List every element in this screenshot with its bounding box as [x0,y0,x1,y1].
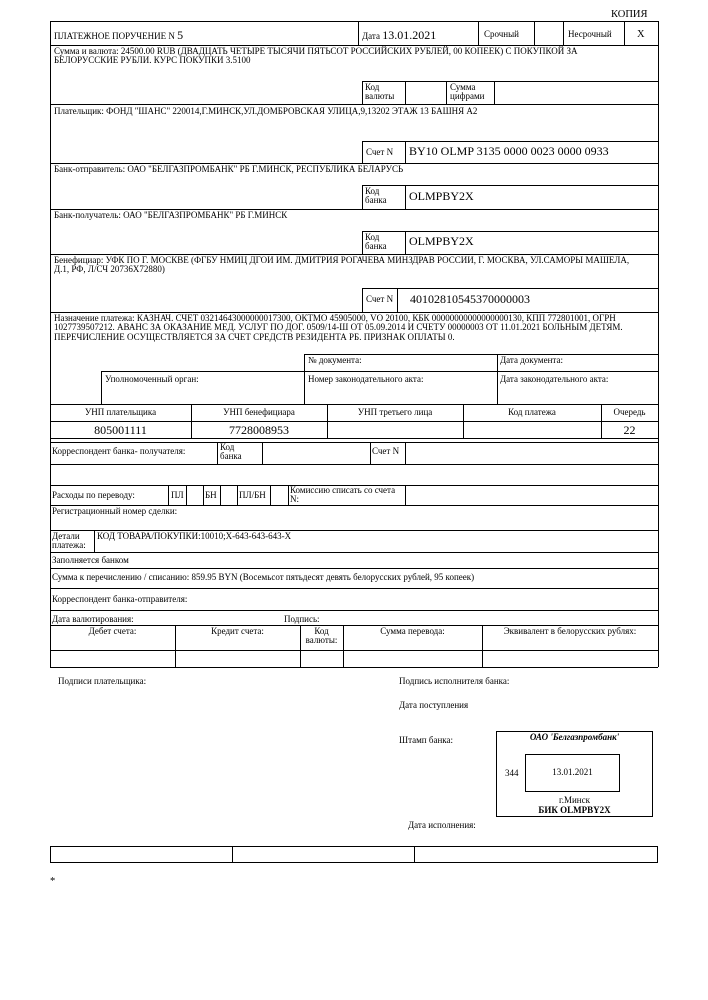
bank-stamp-label: Штамп банка: [399,735,453,745]
debit-account-label: Дебет счета: [88,626,137,636]
unp-third-label: УНП третьего лица [357,407,433,417]
currency-code-label: Код валюты [365,82,395,102]
authority-label: Уполномоченный орган: [105,374,199,384]
document-date: 13.01.2021 [382,28,437,42]
act-date-label: Дата законодательного акта: [500,374,609,384]
beneficiary-account: 40102810545370000003 [410,292,530,306]
correspondent-label: Корреспондент банка- получателя: [52,446,186,456]
unp-payer-value: 805001111 [94,423,147,437]
receipt-date-label: Дата поступления [399,700,469,710]
payer-signatures-label: Подписи плательщика: [58,676,147,686]
expense-pl-option: ПЛ [171,490,184,500]
bottom-strip [50,846,658,863]
amount-text: Сумма и валюта: 24500.00 RUB (ДВАДЦАТЬ ЧЕТЫРЕ ТЫСЯЧИ ПЯТЬСОТ РОССИЙСКИХ РУБЛЕЙ, 00 КОПЕЕК) С ПОКУПКОЙ ЗА БЕЛОРУССКИЕ РУБЛИ. КУРС ПОКУПКИ 3.5100 [54,46,578,66]
beneficiary-account-label: Счет N [366,294,394,304]
stamp-date-box [525,754,620,792]
sender-bank-code-label: Код банка [365,186,387,206]
beneficiary-text: Бенефициар: УФК ПО Г. МОСКВЕ (ФГБУ НМИЦ ДГОИ ИМ. ДМИТРИЯ РОГАЧЕВА МИНЗДРАВ РОССИИ, Г. МОСКВА, УЛ.САМОРЫ МАШЕЛА, Д.1, РФ, Л/СЧ 20736Х72880) [54,255,630,275]
details-value: КОД ТОВАРА/ПОКУПКИ:10010;Х-643-643-643-Х [97,531,292,541]
equivalent-label: Эквивалент в белорусских рублях: [503,626,637,636]
correspondent-account-label: Счет N [372,446,400,456]
queue-label: Очередь [613,407,646,417]
executor-signature-label: Подпись исполнителя банка: [399,676,510,686]
stamp-city: г.Минск [559,795,590,805]
stamp-date: 13.01.2021 [552,767,593,777]
bank-filled-label: Заполняется банком [52,555,129,565]
value-date-label: Дата валютирования: [52,614,134,624]
sum-digits-label: Сумма цифрами [450,82,485,102]
receiver-bank-text: Банк-получатель: ОАО "БЕЛГАЗПРОМБАНК" РБ Г.МИНСК [54,210,288,220]
sender-bank-code: OLMPBY2X [409,189,474,203]
stamp-bic: БИК OLMPBY2X [538,805,611,815]
expenses-label: Расходы по переводу: [52,490,135,500]
unp-beneficiary-label: УНП бенефициара [223,407,295,417]
expense-plbn-option: ПЛ/БН [239,490,266,500]
document-title: ПЛАТЕЖНОЕ ПОРУЧЕНИЕ N 5 [54,28,184,42]
expense-bn-option: БН [205,490,217,500]
signature-label: Подпись: [284,614,320,624]
sender-correspondent-label: Корреспондент банка-отправителя: [52,594,188,604]
correspondent-code-label: Код банка [220,442,242,462]
payer-account-label: Счет N [366,147,394,157]
payer-text: Плательщик: ФОНД "ШАНС" 220014,Г.МИНСК,УЛ.ДОМБРОВСКАЯ УЛИЦА,9,13202 ЭТАЖ 13 БАШНЯ А2 [54,106,478,116]
unp-payer-label: УНП плательщика [84,407,157,417]
payment-code-label: Код платежа [508,407,556,417]
stamp-bank-name: ОАО 'Белгазпромбанк' [529,732,620,742]
payer-account: BY10 OLMP 3135 0000 0023 0000 0933 [409,144,609,158]
bank-stamp [496,731,653,817]
unp-beneficiary-value: 7728008953 [229,423,289,437]
doc-date-label: Дата документа: [500,355,563,365]
ledger-currency-label: Код валюты: [305,626,338,646]
details-label: Детали платежа: [52,531,86,551]
document-number: 5 [177,28,184,42]
stamp-branch-code: 344 [505,768,519,778]
copy-label: КОПИЯ [611,9,648,20]
sender-bank-text: Банк-отправитель: ОАО "БЕЛГАЗПРОМБАНК" РБ Г.МИНСК, РЕСПУБЛИКА БЕЛАРУСЬ [54,164,404,174]
receiver-bank-code-label: Код банка [365,232,387,252]
queue-value: 22 [623,423,636,437]
transfer-amount-label: Сумма перевода: [380,626,445,636]
doc-number-label: № документа: [308,355,362,365]
receiver-bank-code: OLMPBY2X [409,234,474,248]
non-urgent-label: Несрочный [568,29,612,39]
urgent-label: Срочный [484,29,519,39]
non-urgent-checkbox: X [637,29,645,40]
date-field: Дата 13.01.2021 [362,28,437,42]
execution-date-label: Дата исполнения: [408,820,476,830]
act-number-label: Номер законодательного акта: [308,374,424,384]
footnote-mark: * [50,876,56,887]
purpose-text: Назначение платежа: КАЗНАЧ. СЧЕТ 03214643000000017300, ОКТМО 45905000, VO 20100, КБК 00000000000000000130, КПП 772801001, ОГРН 1027739507212. АВАНС ЗА ОКАЗАНИЕ МЕД. УСЛУГ ПО ДОГ. 0509/14-Ш ОТ 05.09.2014 И СЧЕТУ 00000003 ОТ 11.01.2021 БОЛЬНЫМ ДЕТЯМ. ПЕРЕЧИСЛЕНИЕ ОСУЩЕСТВЛЯЕТСЯ ЗА СЧЕТ СРЕДСТВ РЕЗИДЕНТА РБ. ПРИЗНАК ОПЛАТЫ 0. [54,313,623,342]
commission-label: Комиссию списать со счета N: [290,485,396,505]
registration-number-label: Регистрационный номер сделки: [52,506,178,516]
transfer-sum-text: Сумма к перечислению / списанию: 859.95 BYN (Восемьсот пятьдесят девять белорусских рублей, 95 копеек) [52,572,475,582]
credit-account-label: Кредит счета: [211,626,264,636]
